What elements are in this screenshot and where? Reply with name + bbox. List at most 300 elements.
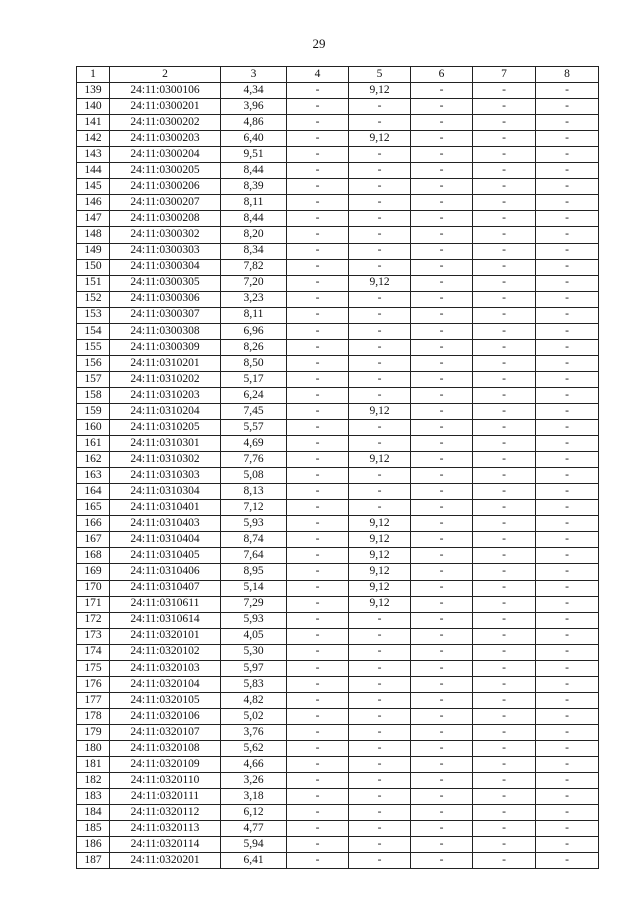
cadastral-number-cell: 24:11:0310403	[110, 516, 221, 532]
column-7-cell: -	[473, 420, 536, 436]
column-8-cell: -	[536, 805, 599, 821]
column-4-cell: -	[287, 307, 349, 323]
column-8-cell: -	[536, 532, 599, 548]
row-number-cell: 184	[77, 805, 110, 821]
table-row	[77, 275, 599, 291]
column-7-cell: -	[473, 307, 536, 323]
value-cell: 5,83	[221, 676, 287, 692]
table-row	[77, 757, 599, 773]
value-cell: 5,57	[221, 420, 287, 436]
column-6-cell: -	[411, 275, 473, 291]
column-5-cell: -	[349, 387, 411, 403]
cadastral-number-cell: 24:11:0300305	[110, 275, 221, 291]
row-number-cell: 187	[77, 853, 110, 869]
value-cell: 7,82	[221, 259, 287, 275]
column-8-cell: -	[536, 853, 599, 869]
column-8-cell: -	[536, 500, 599, 516]
table-row	[77, 179, 599, 195]
column-5-cell: -	[349, 420, 411, 436]
column-4-cell: -	[287, 484, 349, 500]
table-row	[77, 724, 599, 740]
column-4-cell: -	[287, 773, 349, 789]
column-5-cell: -	[349, 211, 411, 227]
column-8-cell: -	[536, 355, 599, 371]
column-8-cell: -	[536, 452, 599, 468]
table-row	[77, 773, 599, 789]
column-8-cell: -	[536, 195, 599, 211]
column-7-cell: -	[473, 724, 536, 740]
table-row	[77, 452, 599, 468]
row-number-cell: 171	[77, 596, 110, 612]
column-7-cell: -	[473, 596, 536, 612]
row-number-cell: 145	[77, 179, 110, 195]
column-header: 2	[110, 67, 221, 83]
column-4-cell: -	[287, 676, 349, 692]
table-row	[77, 99, 599, 115]
column-8-cell: -	[536, 163, 599, 179]
row-number-cell: 174	[77, 644, 110, 660]
cadastral-number-cell: 24:11:0310404	[110, 532, 221, 548]
column-5-cell: -	[349, 837, 411, 853]
column-5-cell: -	[349, 757, 411, 773]
column-7-cell: -	[473, 580, 536, 596]
cadastral-number-cell: 24:11:0320103	[110, 660, 221, 676]
column-5-cell: -	[349, 821, 411, 837]
table-row	[77, 789, 599, 805]
column-4-cell: -	[287, 211, 349, 227]
column-7-cell: -	[473, 853, 536, 869]
column-7-cell: -	[473, 371, 536, 387]
column-4-cell: -	[287, 403, 349, 419]
column-4-cell: -	[287, 339, 349, 355]
column-6-cell: -	[411, 147, 473, 163]
value-cell: 8,74	[221, 532, 287, 548]
column-8-cell: -	[536, 211, 599, 227]
column-8-cell: -	[536, 468, 599, 484]
row-number-cell: 182	[77, 773, 110, 789]
value-cell: 8,11	[221, 307, 287, 323]
column-5-cell: -	[349, 692, 411, 708]
column-8-cell: -	[536, 323, 599, 339]
table-row	[77, 580, 599, 596]
column-6-cell: -	[411, 403, 473, 419]
column-5-cell: 9,12	[349, 516, 411, 532]
column-header: 4	[287, 67, 349, 83]
cadastral-number-cell: 24:11:0300208	[110, 211, 221, 227]
value-cell: 7,12	[221, 500, 287, 516]
column-8-cell: -	[536, 708, 599, 724]
cadastral-number-cell: 24:11:0320110	[110, 773, 221, 789]
value-cell: 7,20	[221, 275, 287, 291]
column-6-cell: -	[411, 644, 473, 660]
table-row	[77, 147, 599, 163]
value-cell: 7,64	[221, 548, 287, 564]
column-5-cell: -	[349, 307, 411, 323]
column-4-cell: -	[287, 227, 349, 243]
column-5-cell: 9,12	[349, 580, 411, 596]
row-number-cell: 139	[77, 83, 110, 99]
column-header: 3	[221, 67, 287, 83]
column-4-cell: -	[287, 516, 349, 532]
column-6-cell: -	[411, 484, 473, 500]
column-6-cell: -	[411, 596, 473, 612]
row-number-cell: 170	[77, 580, 110, 596]
row-number-cell: 166	[77, 516, 110, 532]
column-header: 5	[349, 67, 411, 83]
column-7-cell: -	[473, 179, 536, 195]
column-6-cell: -	[411, 516, 473, 532]
row-number-cell: 143	[77, 147, 110, 163]
column-header: 6	[411, 67, 473, 83]
value-cell: 7,76	[221, 452, 287, 468]
column-5-cell: -	[349, 789, 411, 805]
column-7-cell: -	[473, 452, 536, 468]
table-header-row	[77, 67, 599, 83]
value-cell: 8,44	[221, 211, 287, 227]
cadastral-number-cell: 24:11:0300302	[110, 227, 221, 243]
column-8-cell: -	[536, 564, 599, 580]
column-4-cell: -	[287, 420, 349, 436]
column-5-cell: -	[349, 243, 411, 259]
value-cell: 3,96	[221, 99, 287, 115]
value-cell: 4,77	[221, 821, 287, 837]
column-8-cell: -	[536, 660, 599, 676]
column-4-cell: -	[287, 500, 349, 516]
cadastral-number-cell: 24:11:0320105	[110, 692, 221, 708]
row-number-cell: 165	[77, 500, 110, 516]
cadastral-number-cell: 24:11:0300106	[110, 83, 221, 99]
column-7-cell: -	[473, 773, 536, 789]
column-8-cell: -	[536, 821, 599, 837]
column-4-cell: -	[287, 195, 349, 211]
column-5-cell: -	[349, 676, 411, 692]
column-4-cell: -	[287, 115, 349, 131]
cadastral-number-cell: 24:11:0310406	[110, 564, 221, 580]
row-number-cell: 153	[77, 307, 110, 323]
column-7-cell: -	[473, 532, 536, 548]
column-4-cell: -	[287, 323, 349, 339]
column-6-cell: -	[411, 371, 473, 387]
column-7-cell: -	[473, 115, 536, 131]
column-7-cell: -	[473, 275, 536, 291]
row-number-cell: 150	[77, 259, 110, 275]
column-8-cell: -	[536, 644, 599, 660]
column-7-cell: -	[473, 468, 536, 484]
row-number-cell: 147	[77, 211, 110, 227]
row-number-cell: 157	[77, 371, 110, 387]
value-cell: 5,97	[221, 660, 287, 676]
column-7-cell: -	[473, 484, 536, 500]
column-8-cell: -	[536, 259, 599, 275]
column-8-cell: -	[536, 147, 599, 163]
column-6-cell: -	[411, 789, 473, 805]
column-4-cell: -	[287, 179, 349, 195]
column-4-cell: -	[287, 853, 349, 869]
table-row	[77, 740, 599, 756]
column-4-cell: -	[287, 580, 349, 596]
column-7-cell: -	[473, 99, 536, 115]
column-7-cell: -	[473, 548, 536, 564]
table-row	[77, 243, 599, 259]
row-number-cell: 169	[77, 564, 110, 580]
column-8-cell: -	[536, 403, 599, 419]
value-cell: 8,95	[221, 564, 287, 580]
cadastral-number-cell: 24:11:0310203	[110, 387, 221, 403]
cadastral-number-cell: 24:11:0300207	[110, 195, 221, 211]
value-cell: 5,94	[221, 837, 287, 853]
table-row	[77, 323, 599, 339]
column-8-cell: -	[536, 436, 599, 452]
cadastral-number-cell: 24:11:0310303	[110, 468, 221, 484]
cadastral-number-cell: 24:11:0300308	[110, 323, 221, 339]
row-number-cell: 179	[77, 724, 110, 740]
column-4-cell: -	[287, 99, 349, 115]
column-4-cell: -	[287, 789, 349, 805]
column-8-cell: -	[536, 548, 599, 564]
column-6-cell: -	[411, 564, 473, 580]
column-5-cell: -	[349, 195, 411, 211]
row-number-cell: 164	[77, 484, 110, 500]
table-row	[77, 596, 599, 612]
row-number-cell: 159	[77, 403, 110, 419]
cadastral-number-cell: 24:11:0320109	[110, 757, 221, 773]
column-header: 1	[77, 67, 110, 83]
table-row	[77, 644, 599, 660]
column-5-cell: -	[349, 291, 411, 307]
column-6-cell: -	[411, 339, 473, 355]
column-5-cell: 9,12	[349, 532, 411, 548]
column-4-cell: -	[287, 387, 349, 403]
column-8-cell: -	[536, 612, 599, 628]
column-6-cell: -	[411, 387, 473, 403]
column-8-cell: -	[536, 99, 599, 115]
cadastral-number-cell: 24:11:0300303	[110, 243, 221, 259]
column-4-cell: -	[287, 612, 349, 628]
row-number-cell: 146	[77, 195, 110, 211]
cadastral-number-cell: 24:11:0300307	[110, 307, 221, 323]
column-4-cell: -	[287, 468, 349, 484]
table-row	[77, 387, 599, 403]
cadastral-number-cell: 24:11:0320106	[110, 708, 221, 724]
cadastral-number-cell: 24:11:0320111	[110, 789, 221, 805]
cadastral-number-cell: 24:11:0310407	[110, 580, 221, 596]
table-row	[77, 516, 599, 532]
column-8-cell: -	[536, 837, 599, 853]
column-7-cell: -	[473, 500, 536, 516]
row-number-cell: 175	[77, 660, 110, 676]
column-8-cell: -	[536, 596, 599, 612]
column-6-cell: -	[411, 757, 473, 773]
column-8-cell: -	[536, 580, 599, 596]
cadastral-number-cell: 24:11:0320102	[110, 644, 221, 660]
cadastral-number-cell: 24:11:0310611	[110, 596, 221, 612]
cadastral-number-cell: 24:11:0320112	[110, 805, 221, 821]
column-6-cell: -	[411, 323, 473, 339]
column-8-cell: -	[536, 420, 599, 436]
column-5-cell: -	[349, 355, 411, 371]
column-8-cell: -	[536, 275, 599, 291]
row-number-cell: 181	[77, 757, 110, 773]
table-row	[77, 612, 599, 628]
column-5-cell: 9,12	[349, 83, 411, 99]
column-8-cell: -	[536, 115, 599, 131]
column-8-cell: -	[536, 307, 599, 323]
column-6-cell: -	[411, 452, 473, 468]
cadastral-number-cell: 24:11:0300306	[110, 291, 221, 307]
column-7-cell: -	[473, 516, 536, 532]
column-7-cell: -	[473, 211, 536, 227]
value-cell: 5,17	[221, 371, 287, 387]
column-7-cell: -	[473, 259, 536, 275]
column-5-cell: -	[349, 805, 411, 821]
value-cell: 5,08	[221, 468, 287, 484]
table-row	[77, 821, 599, 837]
cadastral-number-cell: 24:11:0310401	[110, 500, 221, 516]
column-header: 8	[536, 67, 599, 83]
value-cell: 9,51	[221, 147, 287, 163]
column-8-cell: -	[536, 724, 599, 740]
cadastral-number-cell: 24:11:0310301	[110, 436, 221, 452]
column-5-cell: 9,12	[349, 131, 411, 147]
cadastral-number-cell: 24:11:0300201	[110, 99, 221, 115]
cadastral-number-cell: 24:11:0300205	[110, 163, 221, 179]
column-5-cell: -	[349, 500, 411, 516]
value-cell: 3,18	[221, 789, 287, 805]
cadastral-number-cell: 24:11:0320107	[110, 724, 221, 740]
column-7-cell: -	[473, 676, 536, 692]
row-number-cell: 141	[77, 115, 110, 131]
column-8-cell: -	[536, 131, 599, 147]
column-6-cell: -	[411, 548, 473, 564]
column-4-cell: -	[287, 548, 349, 564]
cadastral-number-cell: 24:11:0320108	[110, 740, 221, 756]
column-6-cell: -	[411, 259, 473, 275]
value-cell: 4,66	[221, 757, 287, 773]
column-8-cell: -	[536, 676, 599, 692]
column-7-cell: -	[473, 147, 536, 163]
column-6-cell: -	[411, 853, 473, 869]
column-5-cell: 9,12	[349, 564, 411, 580]
column-6-cell: -	[411, 805, 473, 821]
cadastral-number-cell: 24:11:0320104	[110, 676, 221, 692]
column-4-cell: -	[287, 291, 349, 307]
cadastral-number-cell: 24:11:0320101	[110, 628, 221, 644]
value-cell: 7,29	[221, 596, 287, 612]
column-6-cell: -	[411, 355, 473, 371]
row-number-cell: 168	[77, 548, 110, 564]
row-number-cell: 162	[77, 452, 110, 468]
table-row	[77, 339, 599, 355]
row-number-cell: 172	[77, 612, 110, 628]
cadastral-number-cell: 24:11:0310205	[110, 420, 221, 436]
value-cell: 6,12	[221, 805, 287, 821]
table-row	[77, 163, 599, 179]
column-5-cell: -	[349, 708, 411, 724]
table-row	[77, 676, 599, 692]
column-5-cell: -	[349, 436, 411, 452]
cadastral-number-cell: 24:11:0310302	[110, 452, 221, 468]
column-4-cell: -	[287, 692, 349, 708]
value-cell: 8,50	[221, 355, 287, 371]
column-6-cell: -	[411, 676, 473, 692]
data-table	[76, 66, 599, 869]
column-8-cell: -	[536, 371, 599, 387]
column-4-cell: -	[287, 740, 349, 756]
row-number-cell: 149	[77, 243, 110, 259]
column-7-cell: -	[473, 403, 536, 419]
cadastral-number-cell: 24:11:0300203	[110, 131, 221, 147]
column-5-cell: -	[349, 163, 411, 179]
value-cell: 8,39	[221, 179, 287, 195]
column-4-cell: -	[287, 708, 349, 724]
row-number-cell: 161	[77, 436, 110, 452]
row-number-cell: 178	[77, 708, 110, 724]
column-4-cell: -	[287, 724, 349, 740]
row-number-cell: 152	[77, 291, 110, 307]
value-cell: 8,13	[221, 484, 287, 500]
value-cell: 8,26	[221, 339, 287, 355]
column-6-cell: -	[411, 532, 473, 548]
column-8-cell: -	[536, 83, 599, 99]
column-4-cell: -	[287, 147, 349, 163]
table-row	[77, 291, 599, 307]
value-cell: 4,69	[221, 436, 287, 452]
column-8-cell: -	[536, 291, 599, 307]
column-5-cell: -	[349, 740, 411, 756]
row-number-cell: 177	[77, 692, 110, 708]
row-number-cell: 176	[77, 676, 110, 692]
table-body	[77, 83, 599, 869]
column-6-cell: -	[411, 660, 473, 676]
column-7-cell: -	[473, 740, 536, 756]
column-7-cell: -	[473, 163, 536, 179]
column-7-cell: -	[473, 837, 536, 853]
row-number-cell: 140	[77, 99, 110, 115]
column-5-cell: -	[349, 99, 411, 115]
column-6-cell: -	[411, 724, 473, 740]
column-8-cell: -	[536, 484, 599, 500]
column-5-cell: 9,12	[349, 548, 411, 564]
column-6-cell: -	[411, 708, 473, 724]
column-4-cell: -	[287, 532, 349, 548]
cadastral-number-cell: 24:11:0310614	[110, 612, 221, 628]
column-7-cell: -	[473, 436, 536, 452]
row-number-cell: 183	[77, 789, 110, 805]
row-number-cell: 167	[77, 532, 110, 548]
column-5-cell: -	[349, 773, 411, 789]
column-8-cell: -	[536, 773, 599, 789]
column-5-cell: -	[349, 259, 411, 275]
column-6-cell: -	[411, 307, 473, 323]
column-6-cell: -	[411, 420, 473, 436]
table-row	[77, 371, 599, 387]
row-number-cell: 163	[77, 468, 110, 484]
column-6-cell: -	[411, 773, 473, 789]
column-8-cell: -	[536, 516, 599, 532]
column-6-cell: -	[411, 468, 473, 484]
column-7-cell: -	[473, 644, 536, 660]
column-5-cell: -	[349, 484, 411, 500]
column-4-cell: -	[287, 452, 349, 468]
value-cell: 8,34	[221, 243, 287, 259]
column-7-cell: -	[473, 708, 536, 724]
column-6-cell: -	[411, 837, 473, 853]
column-8-cell: -	[536, 757, 599, 773]
column-header: 7	[473, 67, 536, 83]
row-number-cell: 142	[77, 131, 110, 147]
cadastral-number-cell: 24:11:0310304	[110, 484, 221, 500]
table-row	[77, 500, 599, 516]
